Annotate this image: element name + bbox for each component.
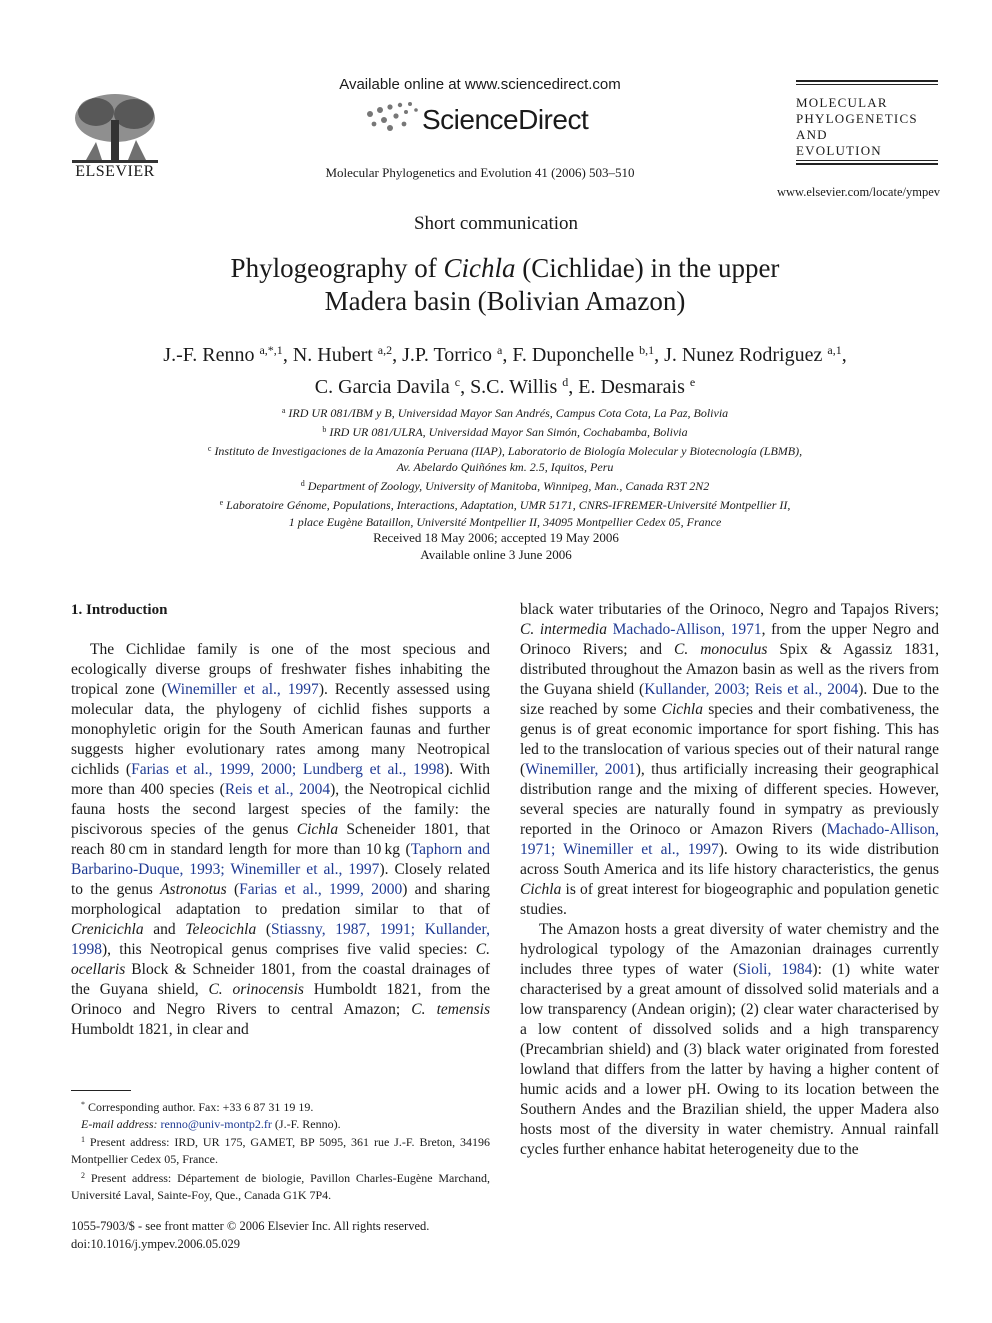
rule — [796, 163, 938, 165]
footnotes — [71, 1097, 490, 1203]
article-dates — [0, 529, 992, 563]
journal-citation: Molecular Phylogenetics and Evolution 41 (2006) 503–510 — [325, 165, 635, 180]
affiliation: $^b$ IRD UR 081/ULRA, Universidad Mayor San Simón, Cochabamba, Bolivia — [322, 424, 688, 439]
author[interactable]: C. Garcia Davila $^c$ — [314, 375, 461, 398]
citation-link[interactable]: Reis et al., 2004 — [224, 781, 331, 798]
author[interactable]: J.P. Torrico $^a$ — [402, 343, 503, 366]
author[interactable]: J.-F. Renno $^{a,*,1}$ — [163, 343, 283, 366]
available-online-text: Available online at www.sciencedirect.com — [339, 76, 621, 93]
title-text: Phylogeography of — [230, 253, 444, 283]
copyright-block — [71, 1217, 490, 1253]
citation-link[interactable]: Sioli, 1984 — [738, 961, 813, 978]
journal-url[interactable]: www.elsevier.com/locate/ympev — [776, 185, 940, 199]
author[interactable]: J. Nunez Rodriguez $^{a,1}$ — [664, 343, 842, 366]
affiliation: $^d$ Department of Zoology, University of Manitoba, Winnipeg, Man., Canada R3T 2N2 — [300, 479, 710, 494]
footnote-1: $^1$ Present address: IRD, UR 175, GAMET, BP 5095, 361 rue J.-F. Breton, 34196 Montpellier Cedex 05, France. — [71, 1135, 491, 1167]
journal-title-line: PHYLOGENETICS — [796, 111, 918, 126]
article-title — [100, 252, 910, 318]
article-type: Short communication — [413, 213, 579, 234]
journal-title-line: AND — [796, 127, 828, 142]
footnote-email: E-mail address: renno@univ-montp2.fr (J.-F. Renno). — [81, 1116, 341, 1131]
title-text: Madera basin (Bolivian Amazon) — [324, 286, 686, 316]
affiliations — [110, 403, 900, 531]
affiliation: $^a$ IRD UR 081/IBM y B, Universidad Mayor San Andrés, Campus Cota Cota, La Paz, Bolivia — [281, 406, 729, 420]
journal-title-line: EVOLUTION — [796, 143, 882, 158]
footnote-2: $^2$ Present address: Département de biologie, Pavillon Charles-Eugène Marchand, Université Laval, Sainte-Foy, Que., Canada G1K 7P4. — [71, 1170, 490, 1202]
affiliation: $^c$ Instituto de Investigaciones de la Amazonía Peruana (IIAP), Laboratorio de Biología Molecular y Biotecnología (LBMB), Av. Abelardo Quiñónes km. 2.5, Iquitos, Peru — [207, 443, 803, 475]
journal-title-line: MOLECULAR — [796, 95, 888, 110]
paragraph: The Cichlidae family is one of the most specious and ecologically diverse groups of freshwater fishes inhabiting the tropical zone (Winemiller et al., 1997). Recently assessed using molecular data, the phylogeny of cichlid fishes supports a monophyletic origin for the South American faunas and further suggests higher evolutionary rates among many Neotropical cichlids (Farias et al., 1999, 2000; Lundberg et al., 1998). With more than 400 species (Reis et al., 2004), the Neotropical cichlid fauna hosts the second largest species of the family: the piscivorous species of the genus Cichla Scheneider 1801, that reach 80 cm in standard length for more than 10 kg (Taphorn and Barbarino-Duque, 1993; Winemiller et al., 1997). Closely related to the genus Astronotus (Farias et al., 1999, 2000) and sharing morphological adaptation to predation similar to that of Crenicichla and Teleocichla (Stiassny, 1987, 1991; Kullander, 1998), this Neotropical genus comprises five valid species: C. ocellaris Block & Schneider 1801, from the coastal drainages of the Guyana shield, C. orinocensis Humboldt 1821, from the Orinoco and Negro Rivers to central Amazon; C. temensis Humboldt 1821, in clear and — [71, 641, 491, 1038]
citation-link[interactable]: Farias et al., 1999, 2000; Lundberg et al., 1998 — [131, 761, 445, 778]
journal-title-block — [796, 80, 938, 159]
rule — [796, 84, 938, 85]
author[interactable]: N. Hubert $^{a,2}$ — [292, 343, 393, 366]
received-date: Received 18 May 2006; accepted 19 May 2006 — [373, 530, 619, 545]
publisher-name: ELSEVIER — [75, 163, 155, 180]
body-column-right — [520, 600, 939, 1160]
citation-link[interactable]: Farias et al., 1999, 2000 — [239, 881, 403, 898]
citation-link[interactable]: Machado-Allison, 1971 — [612, 621, 762, 638]
sciencedirect-wordmark: ScienceDirect — [422, 104, 589, 135]
paragraph: The Amazon hosts a great diversity of water chemistry and the hydrological typology of the Amazonian drainages currently includes three types of water (Sioli, 1984): (1) white water characterised by a great amount of dissolved solid materials and a low transparency (Andean origin); (2) clear water characterised by a low content of dissolved solids and a high transparency (Precambrian shield) and (3) black water originated from forested lowland that differs from the latter by having a higher content of humic acids and a lower pH. Owing to its location between the Southern Andes and the Brazilian shield, the upper Madera also hosts most of the diversity in water chemistry. Annual rainfall cycles further enhance habitat heterogeneity due to the — [520, 921, 939, 1158]
citation-link[interactable]: Winemiller et al., 1997 — [166, 681, 319, 698]
available-date: Available online 3 June 2006 — [420, 547, 572, 562]
citation-link[interactable]: Taphorn and Barbarino-Duque, 1993; Winemiller et al., 1997 — [71, 841, 490, 878]
rule — [796, 80, 938, 82]
citation-link[interactable]: Stiassny, 1987, 1991; Kullander, 1998 — [71, 921, 490, 958]
title-genus: Cichla — [443, 253, 516, 283]
affiliation: $^e$ Laboratoire Génome, Populations, Interactions, Adaptation, UMR 5171, CNRS-IFREMER-Université Montpellier II, 1 place Eugène Bataillon, Université Montpellier II, 34095 Montpellier Cedex 05, France — [219, 497, 791, 529]
rule — [796, 160, 938, 161]
email-link[interactable]: renno@univ-montp2.fr — [160, 1116, 272, 1131]
footnote-corresponding: * Corresponding author. Fax: +33 6 87 31 19 19. — [81, 1100, 314, 1114]
journal-title-block-bottom — [796, 160, 938, 167]
title-text: (Cichlidae) in the upper — [515, 253, 780, 283]
copyright-line: 1055-7903/$ - see front matter © 2006 Elsevier Inc. All rights reserved. — [71, 1219, 430, 1233]
citation-link[interactable]: Winemiller, 2001 — [525, 761, 636, 778]
author[interactable]: E. Desmarais $^e$ — [578, 375, 696, 398]
body-column-left — [71, 600, 490, 1040]
citation-link[interactable]: Kullander, 2003; Reis et al., 2004 — [644, 681, 859, 698]
section-heading: 1. Introduction — [71, 602, 168, 618]
paragraph: black water tributaries of the Orinoco, Negro and Tapajos Rivers; C. intermedia Machado-Allison, 1971, from the upper Negro and Orinoco Rivers; and C. monoculus Spix & Agassiz 1831, distributed throughout the Amazon basin as well as the rivers from the Guyana shield (Kullander, 2003; Reis et al., 2004). Due to the size reached by some Cichla species and their combativeness, the genus is of great economic importance for sport fishing. This has led to the translocation of various species out of their natural range (Winemiller, 2001), thus artificially increasing their geographical distribution range and the mixing of different species. However, several species are naturally found in sympatry as previously reported in the Orinoco or Amazon Rivers (Machado-Allison, 1971; Winemiller et al., 1997). Owing to its wide distribution across South America and its life history characteristics, the genus Cichla is of great interest for biogeographic and population genetic studies. — [520, 601, 940, 918]
author[interactable]: F. Duponchelle $^{b,1}$ — [512, 343, 655, 366]
author-list: J.-F. Renno $^{a,*,1}$, N. Hubert $^{a,2}$, J.P. Torrico $^a$, F. Duponchelle $^{b,1}$, J. Nunez Rodriguez $^{a,1}$, C. Garcia Davila $^c$, S.C. Willis $^d$, E. Desmarais $^e$ — [163, 343, 847, 398]
author[interactable]: S.C. Willis $^d$ — [470, 375, 569, 398]
doi-line[interactable]: doi:10.1016/j.ympev.2006.05.029 — [71, 1237, 240, 1251]
citation-link[interactable]: Machado-Allison, 1971; Winemiller et al., 1997 — [520, 821, 939, 858]
journal-title — [796, 95, 938, 159]
footnote-rule — [71, 1090, 131, 1091]
